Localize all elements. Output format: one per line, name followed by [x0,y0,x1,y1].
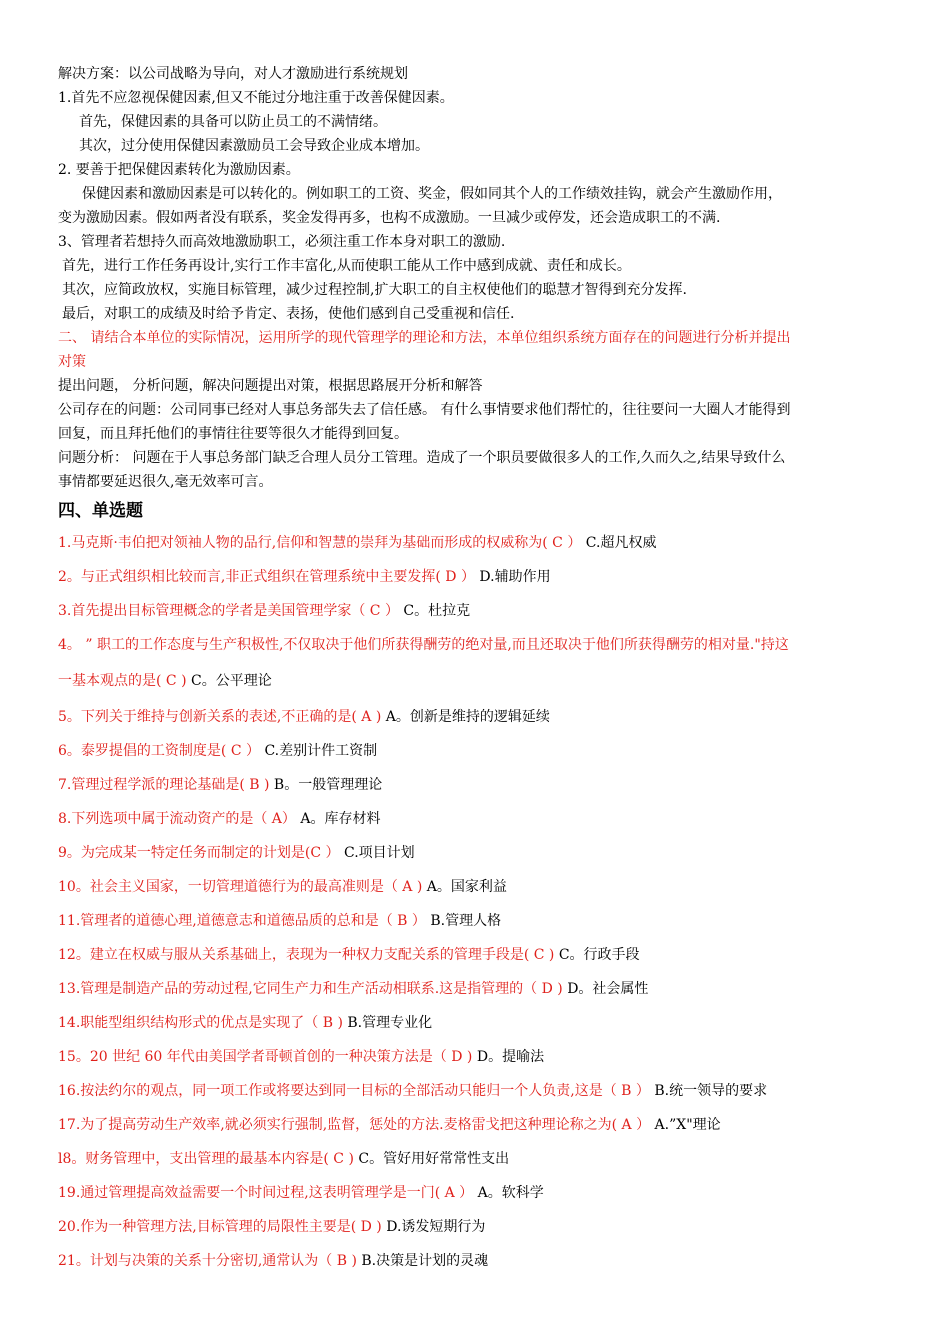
question-text: 5。下列关于维持与创新关系的表述,不正确的是( A ) [58,709,386,725]
analysis-approach: 提出问题， 分析问题，解决问题提出对策，根据思路展开分析和解答 [58,378,483,394]
question-text: 15。20 世纪 60 年代由美国学者哥顿首创的一种决策方法是（ D ) [58,1049,477,1065]
question-text: 4。 ” 职工的工作态度与生产积极性,不仅取决于他们所获得酬劳的绝对量,而且还取决于他们所获得酬劳的相对量."持这 [58,637,789,653]
point-3-second: 其次，应简政放权，实施目标管理，减少过程控制,扩大职工的自主权使他们的聪慧才智得到充分发挥. [62,282,687,298]
solution-section [58,62,896,326]
answer-text: C.差别计件工资制 [264,743,378,759]
answer-text: D。提喻法 [476,1049,545,1065]
question-text: 13.管理是制造产品的劳动过程,它同生产力和生产活动相联系.这是指管理的（ D ) [58,981,568,997]
question-item [58,628,896,662]
company-problem-line-2: 回复，而且拜托他们的事情往往要等很久才能得到回复。 [58,426,408,442]
answer-text: C。公平理论 [191,673,272,689]
question-text: 1.马克斯·韦伯把对领袖人物的品行,信仰和智慧的崇拜为基础而形成的权威称为( C ） [58,535,586,551]
question-item [58,1142,896,1176]
question-item [58,938,896,972]
section-heading-single-choice: 四、单选题 [58,501,143,521]
question-item [58,1040,896,1074]
question-item [58,734,896,768]
document-page [58,62,896,1278]
question-item [58,700,896,734]
question-item [58,1108,896,1142]
answer-text: A。库存材料 [300,811,381,827]
question-text: 10。社会主义国家，一切管理道德行为的最高准则是（ A ) [58,879,427,895]
problem-analysis-line-2: 事情都要延迟很久,毫无效率可言。 [58,474,273,490]
question-item [58,594,896,628]
question-item [58,836,896,870]
question-item [58,802,896,836]
question-text: 20.作为一种管理方法,目标管理的局限性主要是( D ) [58,1219,387,1235]
question-text: 7.管理过程学派的理论基础是( B ) [58,777,274,793]
point-2: 2. 要善于把保健因素转化为激励因素。 [58,162,300,178]
question-item [58,904,896,938]
answer-text: B.管理人格 [430,913,502,929]
company-problem-line-1: 公司存在的问题：公司同事已经对人事总务部失去了信任感。 有什么事情要求他们帮忙的，往往要问一大圈人才能得到 [58,402,791,418]
point-2-body-line-2: 变为激励因素。假如两者没有联系，奖金发得再多，也构不成激励。一旦减少或停发，还会造成职工的不满. [58,210,721,226]
point-3-last: 最后，对职工的成绩及时给予肯定、表扬，使他们感到自己受重视和信任. [62,306,515,322]
answer-text: B.决策是计划的灵魂 [361,1253,489,1269]
point-1-second: 其次，过分使用保健因素激励员工会导致企业成本增加。 [79,138,429,154]
question-text: 12。建立在权威与服从关系基础上，表现为一种权力支配关系的管理手段是( C ) [58,947,559,963]
question-item [58,870,896,904]
question-item [58,560,896,594]
question-text: 11.管理者的道德心理,道德意志和道德品质的总和是（ B ） [58,913,431,929]
question-text: 6。泰罗提倡的工资制度是( C ） [58,743,265,759]
question-item [58,768,896,802]
question-item [58,1244,896,1278]
question-list [58,526,896,1278]
question-text: 16.按法约尔的观点，同一项工作或将要达到同一目标的全部活动只能归一个人负责,这是（ B ） [58,1083,655,1099]
answer-text: A。软科学 [477,1185,544,1201]
question-item [58,526,896,560]
point-1: 1.首先不应忽视保健因素,但又不能过分地注重于改善保健因素。 [58,90,454,106]
answer-text: B.统一领导的要求 [654,1083,768,1099]
answer-text: A。国家利益 [426,879,507,895]
question-item [58,1176,896,1210]
solution-title: 解决方案：以公司战略为导向，对人才激励进行系统规划 [58,66,408,82]
answer-text: C。管好用好常常性支出 [358,1151,510,1167]
point-3-first: 首先，进行工作任务再设计,实行工作丰富化,从而使职工能从工作中感到成就、责任和成长。 [62,258,631,274]
question-text: 17.为了提高劳动生产效率,就必须实行强制,监督，惩处的方法.麦格雷戈把这种理论称之为( A ） [58,1117,655,1133]
section-2-title-line-2: 对策 [58,354,86,370]
answer-text: D.辅助作用 [479,569,551,585]
section-2-title-line-1: 二、 请结合本单位的实际情况，运用所学的现代管理学的理论和方法，本单位组织系统方面存在的问题进行分析并提出 [58,330,791,346]
answer-text: D.诱发短期行为 [386,1219,486,1235]
question-text: l8。财务管理中，支出管理的最基本内容是( C ) [58,1151,359,1167]
point-2-body-line-1: 保健因素和激励因素是可以转化的。例如职工的工资、奖金，假如同其个人的工作绩效挂钩，就会产生激励作用， [82,186,782,202]
analysis-section [58,326,896,494]
answer-text: C。行政手段 [558,947,640,963]
question-text: 19.通过管理提高效益需要一个时间过程,这表明管理学是一门( A ） [58,1185,478,1201]
question-item [58,972,896,1006]
answer-text: D。社会属性 [567,981,649,997]
question-text: 一基本观点的是( C ) [58,673,191,689]
answer-text: B。一般管理理论 [273,777,383,793]
answer-text: C.项目计划 [343,845,415,861]
point-1-first: 首先，保健因素的具备可以防止员工的不满情绪。 [79,114,387,130]
answer-text: B.管理专业化 [347,1015,433,1031]
question-text: 2。与正式组织相比较而言,非正式组织在管理系统中主要发挥( D ） [58,569,480,585]
question-item [58,1074,896,1108]
question-item [58,1210,896,1244]
question-item-continuation [58,662,896,700]
question-text: 9。为完成某一特定任务而制定的计划是(C ） [58,845,344,861]
point-3: 3、管理者若想持久而高效地激励职工，必须注重工作本身对职工的激励. [58,234,506,250]
answer-text: C.超凡权威 [585,535,657,551]
question-text: 8.下列选项中属于流动资产的是（ A） [58,811,301,827]
question-item [58,1006,896,1040]
answer-text: A。创新是维持的逻辑延续 [385,709,550,725]
question-text: 14.职能型组织结构形式的优点是实现了（ B ) [58,1015,348,1031]
question-text: 3.首先提出目标管理概念的学者是美国管理学家（ C ） [58,603,404,619]
answer-text: C。杜拉克 [403,603,471,619]
question-text: 21。计划与决策的关系十分密切,通常认为（ B ) [58,1253,362,1269]
problem-analysis-line-1: 问题分析： 问题在于人事总务部门缺乏合理人员分工管理。造成了一个职员要做很多人的工作,久而久之,结果导致什么 [58,450,786,466]
answer-text: A.”X"理论 [654,1117,721,1133]
